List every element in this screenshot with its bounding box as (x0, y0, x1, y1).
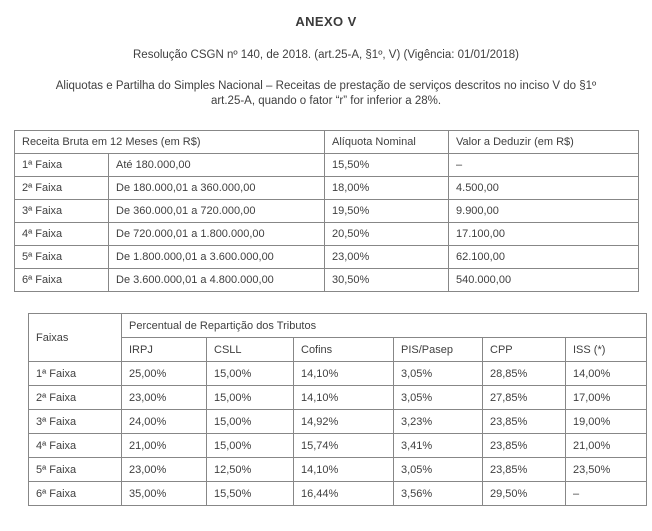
pis-pasep-value: 3,05% (394, 458, 483, 482)
table-header-row (29, 338, 647, 362)
csll-value: 15,00% (207, 362, 294, 386)
irpj-value: 23,00% (122, 458, 207, 482)
cpp-value: 28,85% (483, 362, 566, 386)
faixa-label: 6ª Faixa (29, 482, 122, 506)
iss-value: – (566, 482, 647, 506)
faixa-range: De 3.600.000,01 a 4.800.000,00 (109, 269, 325, 292)
resolution-subtitle: Resolução CSGN nº 140, de 2018. (art.25-A, §1º, V) (Vigência: 01/01/2018) (133, 49, 519, 61)
column-header-faixas: Faixas (29, 314, 122, 362)
description-line-1: Aliquotas e Partilha do Simples Nacional – Receitas de prestação de serviços descritos no inciso V do §1º (55, 80, 597, 92)
table-row (29, 482, 647, 506)
table-row (29, 458, 647, 482)
cofins-value: 16,44% (294, 482, 394, 506)
column-header-aliquota: Alíquota Nominal (325, 131, 449, 154)
faixa-label: 1ª Faixa (15, 154, 109, 177)
irpj-value: 23,00% (122, 386, 207, 410)
faixa-label: 3ª Faixa (29, 410, 122, 434)
aliquota-value: 19,50% (325, 200, 449, 223)
faixa-label: 1ª Faixa (29, 362, 122, 386)
faixa-range: De 720.000,01 a 1.800.000,00 (109, 223, 325, 246)
table-row (15, 200, 639, 223)
irpj-value: 25,00% (122, 362, 207, 386)
pis-pasep-value: 3,05% (394, 362, 483, 386)
csll-value: 15,00% (207, 386, 294, 410)
iss-value: 21,00% (566, 434, 647, 458)
faixa-label: 5ª Faixa (29, 458, 122, 482)
iss-value: 23,50% (566, 458, 647, 482)
aliquota-value: 30,50% (325, 269, 449, 292)
cofins-value: 14,10% (294, 362, 394, 386)
table-row (29, 386, 647, 410)
deduzir-value: 4.500,00 (449, 177, 639, 200)
aliquota-value: 15,50% (325, 154, 449, 177)
column-header-cpp: CPP (483, 338, 566, 362)
table-row (15, 246, 639, 269)
pis-pasep-value: 3,56% (394, 482, 483, 506)
cpp-value: 29,50% (483, 482, 566, 506)
column-header-irpj: IRPJ (122, 338, 207, 362)
group-header-percentual: Percentual de Repartição dos Tributos (122, 314, 647, 338)
faixa-label: 2ª Faixa (15, 177, 109, 200)
faixa-label: 5ª Faixa (15, 246, 109, 269)
column-header-cofins: Cofins (294, 338, 394, 362)
faixa-label: 4ª Faixa (29, 434, 122, 458)
aliquota-value: 20,50% (325, 223, 449, 246)
table-header-row (15, 131, 639, 154)
cpp-value: 23,85% (483, 434, 566, 458)
table-row (29, 434, 647, 458)
pis-pasep-value: 3,05% (394, 386, 483, 410)
table-row (29, 410, 647, 434)
table-row (15, 154, 639, 177)
table-row (15, 223, 639, 246)
table-group-header-row (29, 314, 647, 338)
table-row (29, 362, 647, 386)
column-header-receita: Receita Bruta em 12 Meses (em R$) (15, 131, 325, 154)
column-header-iss: ISS (*) (566, 338, 647, 362)
deduzir-value: 62.100,00 (449, 246, 639, 269)
table-row (15, 269, 639, 292)
faixa-range: Até 180.000,00 (109, 154, 325, 177)
faixa-label: 6ª Faixa (15, 269, 109, 292)
irpj-value: 21,00% (122, 434, 207, 458)
deduzir-value: – (449, 154, 639, 177)
faixa-label: 2ª Faixa (29, 386, 122, 410)
cpp-value: 23,85% (483, 458, 566, 482)
description-line-2: art.25-A, quando o fator “r” for inferior a 28%. (210, 95, 442, 107)
cofins-value: 14,10% (294, 458, 394, 482)
pis-pasep-value: 3,23% (394, 410, 483, 434)
faixa-label: 3ª Faixa (15, 200, 109, 223)
column-header-csll: CSLL (207, 338, 294, 362)
iss-value: 19,00% (566, 410, 647, 434)
description (0, 79, 652, 109)
cofins-value: 14,10% (294, 386, 394, 410)
pis-pasep-value: 3,41% (394, 434, 483, 458)
iss-value: 14,00% (566, 362, 647, 386)
deduzir-value: 17.100,00 (449, 223, 639, 246)
irpj-value: 24,00% (122, 410, 207, 434)
table-row (15, 177, 639, 200)
aliquota-value: 23,00% (325, 246, 449, 269)
cofins-value: 14,92% (294, 410, 394, 434)
page-title: ANEXO V (295, 14, 357, 29)
csll-value: 12,50% (207, 458, 294, 482)
cpp-value: 27,85% (483, 386, 566, 410)
faixa-range: De 180.000,01 a 360.000,00 (109, 177, 325, 200)
faixa-range: De 1.800.000,01 a 3.600.000,00 (109, 246, 325, 269)
reparticao-tributos-table (28, 313, 647, 506)
deduzir-value: 540.000,00 (449, 269, 639, 292)
faixa-label: 4ª Faixa (15, 223, 109, 246)
csll-value: 15,00% (207, 410, 294, 434)
faixa-range: De 360.000,01 a 720.000,00 (109, 200, 325, 223)
csll-value: 15,00% (207, 434, 294, 458)
deduzir-value: 9.900,00 (449, 200, 639, 223)
iss-value: 17,00% (566, 386, 647, 410)
csll-value: 15,50% (207, 482, 294, 506)
cofins-value: 15,74% (294, 434, 394, 458)
aliquota-value: 18,00% (325, 177, 449, 200)
column-header-deduzir: Valor a Deduzir (em R$) (449, 131, 639, 154)
cpp-value: 23,85% (483, 410, 566, 434)
irpj-value: 35,00% (122, 482, 207, 506)
column-header-pis-pasep: PIS/Pasep (394, 338, 483, 362)
receita-bruta-table (14, 130, 639, 292)
